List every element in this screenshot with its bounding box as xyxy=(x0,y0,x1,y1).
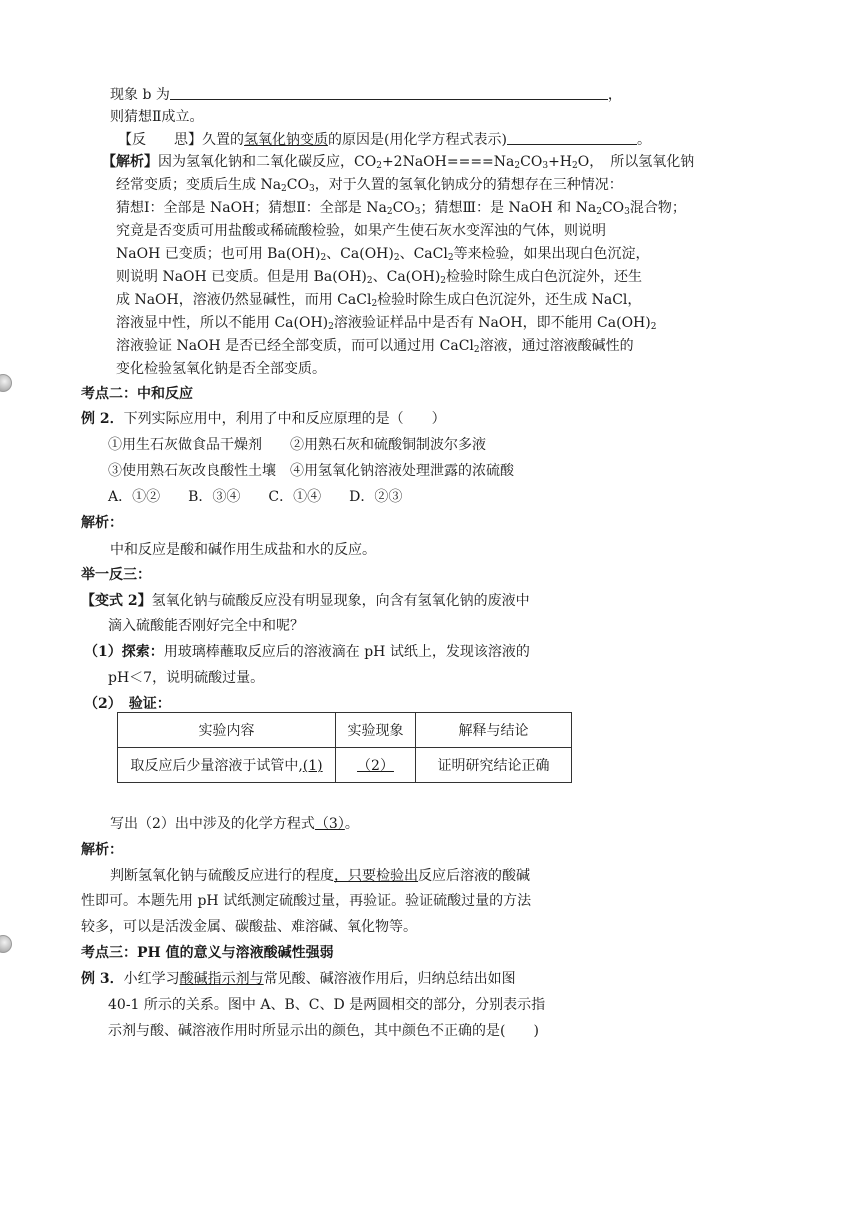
table-cell-conclusion: 证明研究结论正确 xyxy=(416,748,572,783)
reflection-text: 久置的 xyxy=(202,132,244,148)
binder-hole-top xyxy=(0,374,12,392)
analysis-2-line-3: 较多，可以是活泼金属、碳酸盐、难溶碱、氧化物等。 xyxy=(81,919,417,935)
answer-blank[interactable]: （2） xyxy=(357,758,394,774)
question-text: 小红学习 xyxy=(123,971,180,987)
section-heading-neutralization: 考点二：中和反应 xyxy=(81,386,193,402)
explore-line-2: pH＜7，说明硫酸过量。 xyxy=(108,670,265,686)
equation-text: 写出（2）出中涉及的化学方程式 xyxy=(110,816,315,832)
analysis-text: +H xyxy=(548,154,573,170)
table-cell-content xyxy=(118,748,336,783)
phenomenon-b-line: 现象 b 为 ， xyxy=(110,87,622,103)
subscript: 2 xyxy=(393,253,400,263)
reflection-text-end: 的原因是(用化学方程式表示) xyxy=(328,132,507,148)
table-row xyxy=(118,748,572,783)
section-heading-ph: 考点三：PH 值的意义与溶液酸碱性强弱 xyxy=(81,945,334,961)
analysis-text: 判断氢氧化钠与硫酸反应进行的程度 xyxy=(110,868,334,884)
explore-line-1 xyxy=(84,643,530,661)
equation-prompt xyxy=(110,815,359,833)
question-text: 下列实际应用中，利用了中和反应原理的是（ ） xyxy=(123,411,446,427)
analysis-text: 等来检验，如果出现白色沉淀， xyxy=(453,246,650,262)
equation-text-end: 。 xyxy=(344,816,359,832)
answer-blank[interactable]: (1) xyxy=(302,758,323,774)
analysis-text: 所以氢氧化钠 xyxy=(596,154,695,170)
answer-blank[interactable] xyxy=(507,131,637,145)
table-header-cell: 解释与结论 xyxy=(416,713,572,748)
analysis-heading: 解析： xyxy=(81,842,123,858)
verify-heading: （2） 验证： xyxy=(84,696,171,712)
subscript: 2 xyxy=(596,207,602,217)
experiment-table xyxy=(117,712,572,783)
table-cell-phenomenon xyxy=(336,748,416,783)
analysis-text: 、Ca(OH) xyxy=(372,269,441,285)
subscript: 3 xyxy=(308,184,315,194)
analysis-text: 溶液显中性，所以不能用 Ca(OH) xyxy=(116,315,329,331)
question-text: 常见酸、碱溶液作用后，归纳总结出如图 xyxy=(263,971,516,987)
analysis-text: 混合物； xyxy=(629,200,686,216)
subscript: 2 xyxy=(320,253,327,263)
example-2-option-row-2: ③使用熟石灰改良酸性土壤 ④用氢氧化钠溶液处理泄露的浓硫酸 xyxy=(108,463,514,479)
analysis-text: 溶液，通过溶液酸碱性的 xyxy=(479,338,634,354)
analysis-text: ，对于久置的氢氧化钠成分的猜想存在三种情况： xyxy=(314,177,623,193)
analysis-line-8 xyxy=(116,314,656,332)
analysis-text: 、Ca(OH) xyxy=(326,246,394,262)
subscript: 3 xyxy=(542,161,549,171)
analysis-text: 成 NaOH，溶液仍然显碱性，而用 CaCl xyxy=(116,292,372,308)
reflection-underlined: 氢氧化钠变质 xyxy=(244,132,328,148)
table-header-cell: 实验内容 xyxy=(118,713,336,748)
analysis-line-1 xyxy=(102,153,694,171)
analysis-text: 反应后溶液的酸碱 xyxy=(418,868,530,884)
example-2-option-row-1: ①用生石灰做食品干燥剂 ②用熟石灰和硫酸铜制波尔多液 xyxy=(108,437,486,453)
analysis-text: 、CaCl xyxy=(399,246,448,262)
analysis-line-10: 变化检验氢氧化钠是否全部变质。 xyxy=(116,361,326,377)
analysis-line-5 xyxy=(116,245,650,263)
answer-blank[interactable]: （3） xyxy=(314,816,345,832)
analysis-2-line-2: 性即可。本题先用 pH 试纸测定硫酸过量，再验证。验证硫酸过量的方法 xyxy=(81,893,532,909)
analysis-line-3: 猜想Ⅰ：全部是 NaOH；猜想Ⅱ：全部是 $Na_2CO_3$；猜想Ⅲ：是 NaOH 和 $Na_2CO_3$混合物； xyxy=(116,200,686,217)
answer-blank[interactable] xyxy=(170,86,608,100)
analysis-line-7 xyxy=(116,291,641,309)
analysis-heading: 解析： xyxy=(81,515,123,531)
analysis-tag: 【解析】 xyxy=(102,154,158,170)
example-3-line-3: 示剂与酸、碱溶液作用时所显示出的颜色，其中颜色不正确的是( ) xyxy=(108,1023,539,1039)
subscript: 2 xyxy=(473,345,480,355)
phenomenon-b-label: 现象 b 为 xyxy=(110,87,170,103)
example-2-choices: A．①② B．③④ C．①④ D．②③ xyxy=(108,489,403,505)
explore-tag: （1）探索： xyxy=(84,644,164,660)
example-3-line-2: 40-1 所示的关系。图中 A、B、C、D 是两圆相交的部分，分别表示指 xyxy=(108,997,546,1013)
subscript: 2 xyxy=(447,253,454,263)
binder-hole-bottom xyxy=(0,935,12,953)
analysis-text: ；猜想Ⅲ：是 NaOH 和 Na xyxy=(420,200,597,216)
analysis-text: 溶液验证 NaOH 是否已经全部变质，而可以通过用 CaCl xyxy=(116,338,474,354)
subscript: 2 xyxy=(386,207,393,217)
subscript: 2 xyxy=(328,322,334,332)
analysis-text: +2NaOH====Na xyxy=(381,154,515,170)
example-tag: 例 3． xyxy=(81,971,124,987)
example-tag: 例 2． xyxy=(81,411,124,427)
table-header-cell: 实验现象 xyxy=(336,713,416,748)
analysis-text: O， xyxy=(577,154,597,170)
example-2-question xyxy=(81,410,446,428)
analysis-2-line-1 xyxy=(110,867,530,885)
practice-heading: 举一反三： xyxy=(81,567,151,583)
variant-2-line-2: 滴入硫酸能否刚好完全中和呢？ xyxy=(108,618,304,634)
subscript: 2 xyxy=(376,161,382,171)
variant-2-line-1 xyxy=(81,592,530,610)
subscript: 2 xyxy=(514,161,521,171)
analysis-text: 经常变质；变质后生成 Na xyxy=(116,177,282,193)
subscript: 2 xyxy=(650,322,657,332)
analysis-text: NaOH 已变质；也可用 Ba(OH) xyxy=(116,246,321,262)
analysis-line-6 xyxy=(116,268,642,286)
analysis-text: 溶液验证样品中是否有 NaOH，即不能用 Ca(OH) xyxy=(333,315,651,331)
table-header-row xyxy=(118,713,572,748)
reflection-line: 【反 思】久置的氢氧化钠变质的原因是(用化学方程式表示) 。 xyxy=(118,132,651,148)
subscript: 3 xyxy=(624,207,630,217)
subscript: 2 xyxy=(572,161,578,171)
subscript: 2 xyxy=(281,184,287,194)
cell-text: 取反应后少量溶液于试管中, xyxy=(130,758,303,774)
subscript: 2 xyxy=(366,276,373,286)
example-3-line-1 xyxy=(81,970,516,988)
analysis-text: CO xyxy=(520,154,543,170)
analysis-text: 因为氢氧化钠和二氧化碳反应，CO xyxy=(158,154,377,170)
subscript: 2 xyxy=(440,276,447,286)
analysis-line-4: 究竟是否变质可用盐酸或稀硫酸检验，如果产生使石灰水变浑浊的气体，则说明 xyxy=(116,223,606,239)
analysis-line-2: 经常变质；变质后生成 $Na_2CO_3$，对于久置的氢氧化钠成分的猜想存在三种情况： xyxy=(116,177,623,194)
variant-tag: 【变式 2】 xyxy=(81,593,152,609)
analysis-text: 中和反应是酸和碱作用生成盐和水的反应。 xyxy=(110,542,376,558)
variant-text: 氢氧化钠与硫酸反应没有明显现象，向含有氢氧化钠的废液中 xyxy=(151,593,530,609)
guess-conclusion: 则猜想Ⅱ成立。 xyxy=(110,109,204,125)
analysis-text: 则说明 NaOH 已变质。但是用 Ba(OH) xyxy=(116,269,367,285)
question-underlined: 酸碱指示剂与 xyxy=(179,971,264,987)
explore-text: 用玻璃棒蘸取反应后的溶液滴在 pH 试纸上，发现该溶液的 xyxy=(163,644,530,660)
subscript: 3 xyxy=(414,207,421,217)
subscript: 2 xyxy=(371,299,378,309)
reflection-tag: 【反 思】 xyxy=(118,132,202,148)
analysis-text: 检验时除生成白色沉淀外，还生 xyxy=(446,269,643,285)
analysis-text: 猜想Ⅰ：全部是 NaOH；猜想Ⅱ：全部是 Na xyxy=(116,200,387,216)
analysis-underlined: ，只要检验出 xyxy=(334,868,418,884)
analysis-line-9 xyxy=(116,337,634,355)
analysis-text: 检验时除生成白色沉淀外，还生成 NaCl， xyxy=(377,292,642,308)
